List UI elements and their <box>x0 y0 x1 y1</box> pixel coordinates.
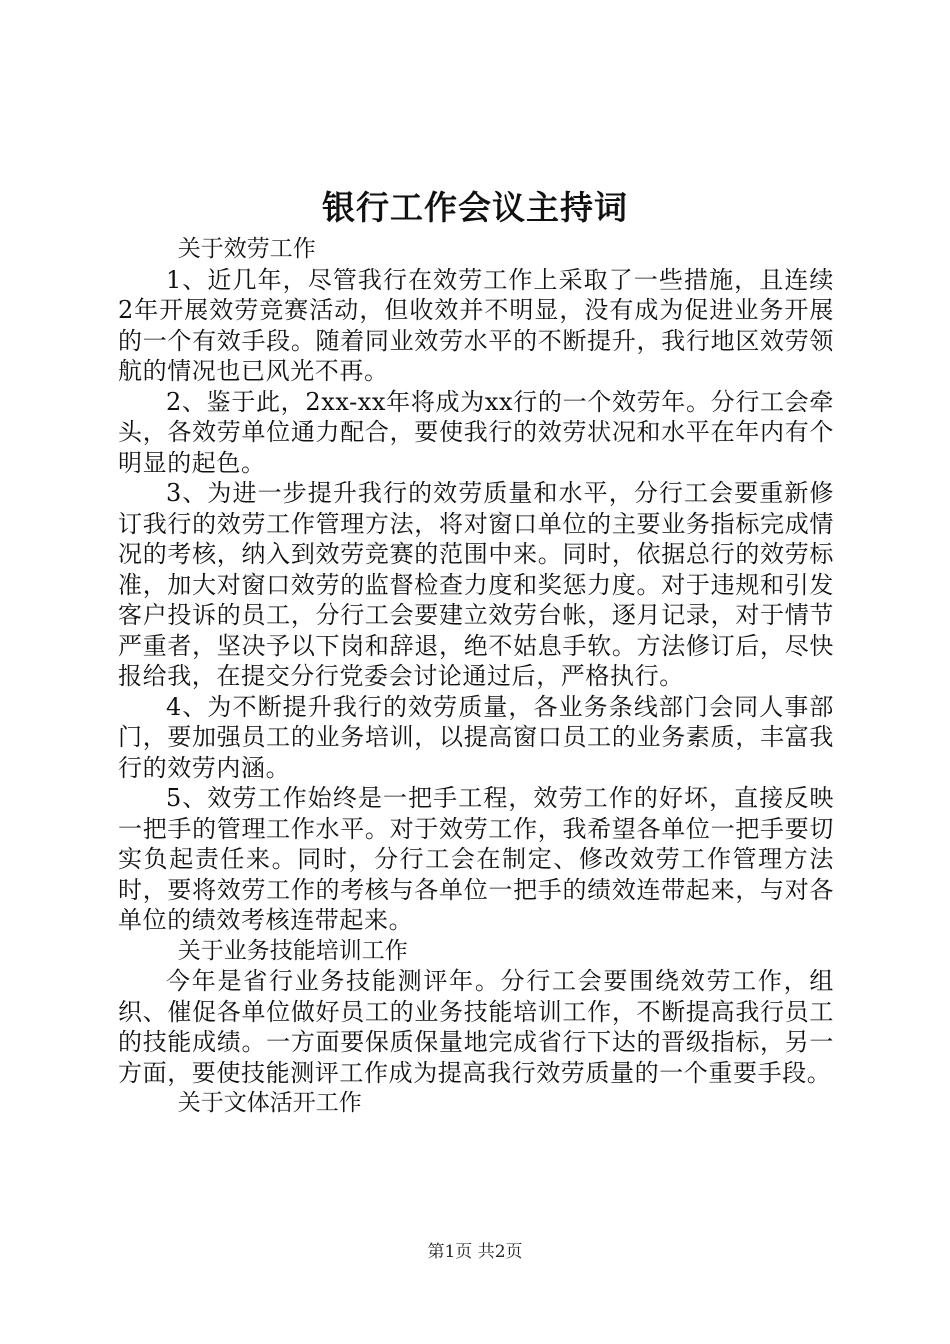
page-number-footer: 第1页 共2页 <box>427 1242 523 1262</box>
section-heading: 关于业务技能培训工作 <box>177 937 408 964</box>
paragraph: 5、效劳工作始终是一把手工程，效劳工作的好坏，直接反映一把手的管理工作水平。对于效劳工作，我希望各单位一把手要切实负起责任来。同时，分行工会在制定、修改效劳工作管理方法时，要将效劳工作的考核与各单位一把手的绩效连带起来，与对各单位的绩效考核连带起来。 <box>118 784 834 934</box>
section-heading: 关于文体活开工作 <box>177 1090 362 1116</box>
paragraph: 2、鉴于此，2xx-xx年将成为xx行的一个效劳年。分行工会牵头，各效劳单位通力配合，要使我行的效劳状况和水平在年内有个明显的起色。 <box>118 387 834 477</box>
document-title: 银行工作会议主持词 <box>322 188 628 227</box>
paragraph: 3、为进一步提升我行的效劳质量和水平，分行工会要重新修订我行的效劳工作管理方法，将对窗口单位的主要业务指标完成情况的考核，纳入到效劳竞赛的范围中来。同时，依据总行的效劳标准，加大对窗口效劳的监督检查力度和奖惩力度。对于违规和引发客户投诉的员工，分行工会要建立效劳台帐，逐月记录，对于情节严重者，坚决予以下岗和辞退，绝不姑息手软。方法修订后，尽快报给我，在提交分行党委会讨论通过后，严格执行。 <box>118 479 834 690</box>
section-heading: 关于效劳工作 <box>177 236 316 262</box>
paragraph: 今年是省行业务技能测评年。分行工会要围绕效劳工作，组织、催促各单位做好员工的业务技能培训工作，不断提高我行员工的技能成绩。一方面要保质保量地完成省行下达的晋级指标，另一方面，要使技能测评工作成为提高我行效劳质量的一个重要手段。 <box>118 967 834 1087</box>
paragraph: 4、为不断提升我行的效劳质量，各业务条线部门会同人事部门，要加强员工的业务培训，以提高窗口员工的业务素质，丰富我行的效劳内涵。 <box>118 692 834 782</box>
document-body <box>118 234 834 1119</box>
paragraph: 1、近几年，尽管我行在效劳工作上采取了一些措施，且连续2年开展效劳竞赛活动，但收效并不明显，没有成为促进业务开展的一个有效手段。随着同业效劳水平的不断提升，我行地区效劳领航的情况也已风光不再。 <box>118 265 834 385</box>
